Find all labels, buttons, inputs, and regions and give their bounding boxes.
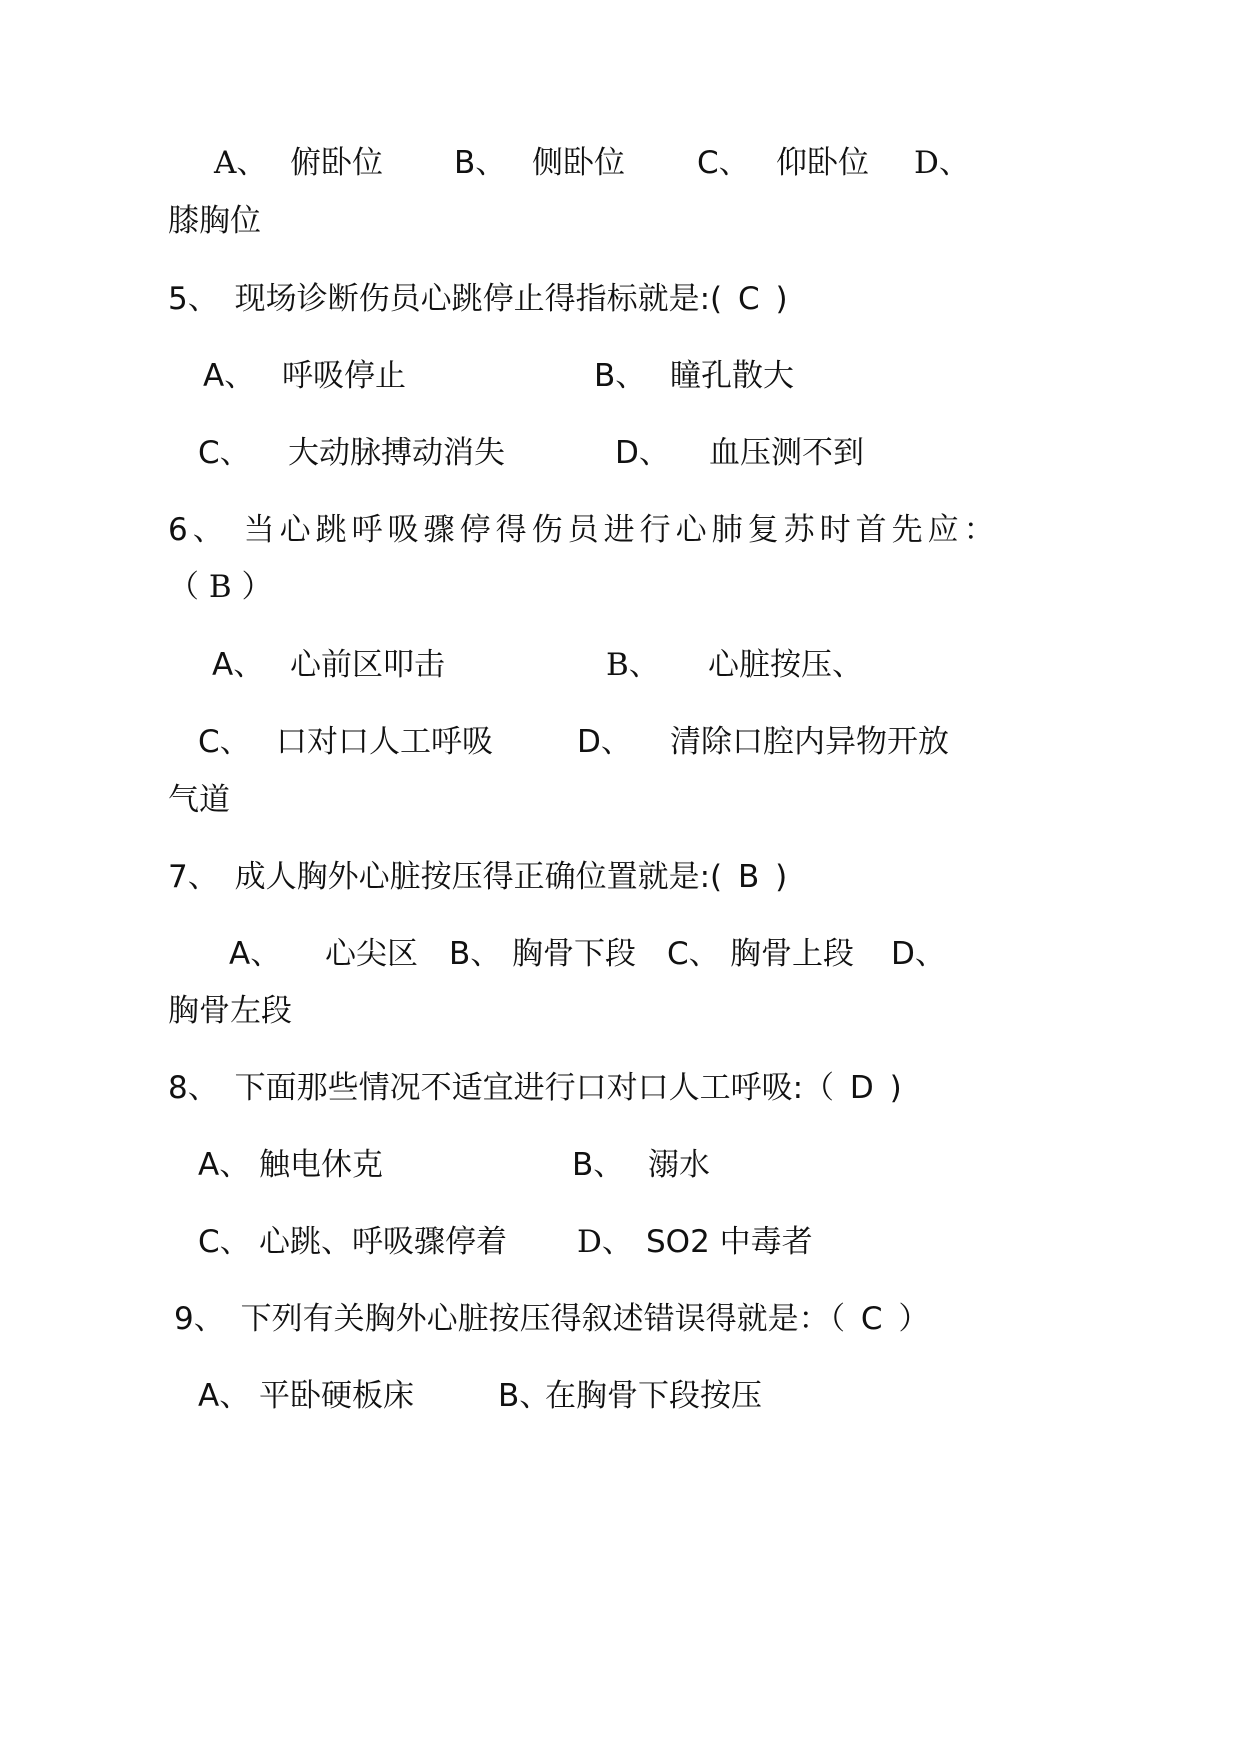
q4-option-d-text: 膝胸位 bbox=[168, 203, 261, 239]
q5-option-d-text: 血压测不到 bbox=[709, 435, 864, 471]
q6-answer: （ B ） bbox=[168, 569, 273, 605]
q4-option-c-text: 仰卧位 bbox=[776, 145, 869, 181]
q9-question: 9、 下列有关胸外心脏按压得叙述错误得就是：（ C ） bbox=[174, 1301, 930, 1337]
q8-option-a-letter: A、 bbox=[198, 1147, 251, 1183]
q7-option-d-letter: D、 bbox=[891, 936, 946, 972]
q4-option-a-letter: A、 bbox=[214, 145, 268, 181]
q7-option-c-letter: C、 bbox=[667, 936, 720, 972]
q5-option-a-letter: A、 bbox=[203, 358, 256, 394]
q7-question: 7、 成人胸外心脏按压得正确位置就是:( B ) bbox=[168, 859, 788, 895]
q8-option-a-text: 触电休克 bbox=[259, 1147, 383, 1183]
q6-option-d-wrap: 气道 bbox=[168, 782, 230, 818]
q8-question: 8、 下面那些情况不适宜进行口对口人工呼吸:（ D ) bbox=[168, 1070, 902, 1106]
q4-option-c-letter: C、 bbox=[697, 145, 750, 181]
q7-option-c-text: 胸骨上段 bbox=[730, 936, 854, 972]
q6-question: 6、 当心跳呼吸骤停得伤员进行心肺复苏时首先应： bbox=[168, 512, 1000, 548]
q7-option-b-text: 胸骨下段 bbox=[512, 936, 636, 972]
q6-option-d-text: 清除口腔内异物开放 bbox=[670, 724, 949, 760]
q9-option-a-letter: A、 bbox=[198, 1378, 251, 1414]
q8-option-c-letter: C、 bbox=[198, 1224, 251, 1260]
q7-option-a-letter: A、 bbox=[229, 936, 282, 972]
q5-option-d-letter: D、 bbox=[615, 435, 670, 471]
q4-option-b-letter: B、 bbox=[454, 145, 507, 181]
q4-option-d-letter: D、 bbox=[914, 145, 970, 181]
q8-option-b-letter: B、 bbox=[572, 1147, 625, 1183]
q8-option-c-text: 心跳、呼吸骤停着 bbox=[259, 1224, 507, 1260]
q9-option-a-text: 平卧硬板床 bbox=[259, 1378, 414, 1414]
q5-option-c-text: 大动脉搏动消失 bbox=[288, 435, 505, 471]
q8-option-b-text: 溺水 bbox=[648, 1147, 710, 1183]
q5-option-b-letter: B、 bbox=[594, 358, 647, 394]
q6-option-d-letter: D、 bbox=[577, 724, 632, 760]
q9-option-b-text: 在胸骨下段按压 bbox=[545, 1378, 762, 1414]
q5-question: 5、 现场诊断伤员心跳停止得指标就是:( C ) bbox=[168, 281, 788, 317]
q6-option-a-text: 心前区叩击 bbox=[290, 647, 445, 683]
q7-option-d-text: 胸骨左段 bbox=[168, 993, 292, 1029]
q5-option-c-letter: C、 bbox=[198, 435, 251, 471]
q6-option-c-text: 口对口人工呼吸 bbox=[276, 724, 493, 760]
q5-option-b-text: 瞳孔散大 bbox=[670, 358, 794, 394]
q8-option-d-text: SO2 中毒者 bbox=[646, 1224, 813, 1260]
q8-option-d-letter: D、 bbox=[577, 1224, 633, 1260]
q6-option-b-letter: B、 bbox=[606, 647, 660, 683]
q7-option-a-text: 心尖区 bbox=[325, 936, 418, 972]
q6-option-b-text: 心脏按压、 bbox=[708, 647, 863, 683]
q6-option-a-letter: A、 bbox=[212, 647, 265, 683]
q4-option-a-text: 俯卧位 bbox=[290, 145, 383, 181]
q4-option-b-text: 侧卧位 bbox=[532, 145, 625, 181]
q6-option-c-letter: C、 bbox=[198, 724, 251, 760]
q9-option-b-letter: B、 bbox=[498, 1378, 551, 1414]
q5-option-a-text: 呼吸停止 bbox=[282, 358, 406, 394]
q7-option-b-letter: B、 bbox=[449, 936, 502, 972]
